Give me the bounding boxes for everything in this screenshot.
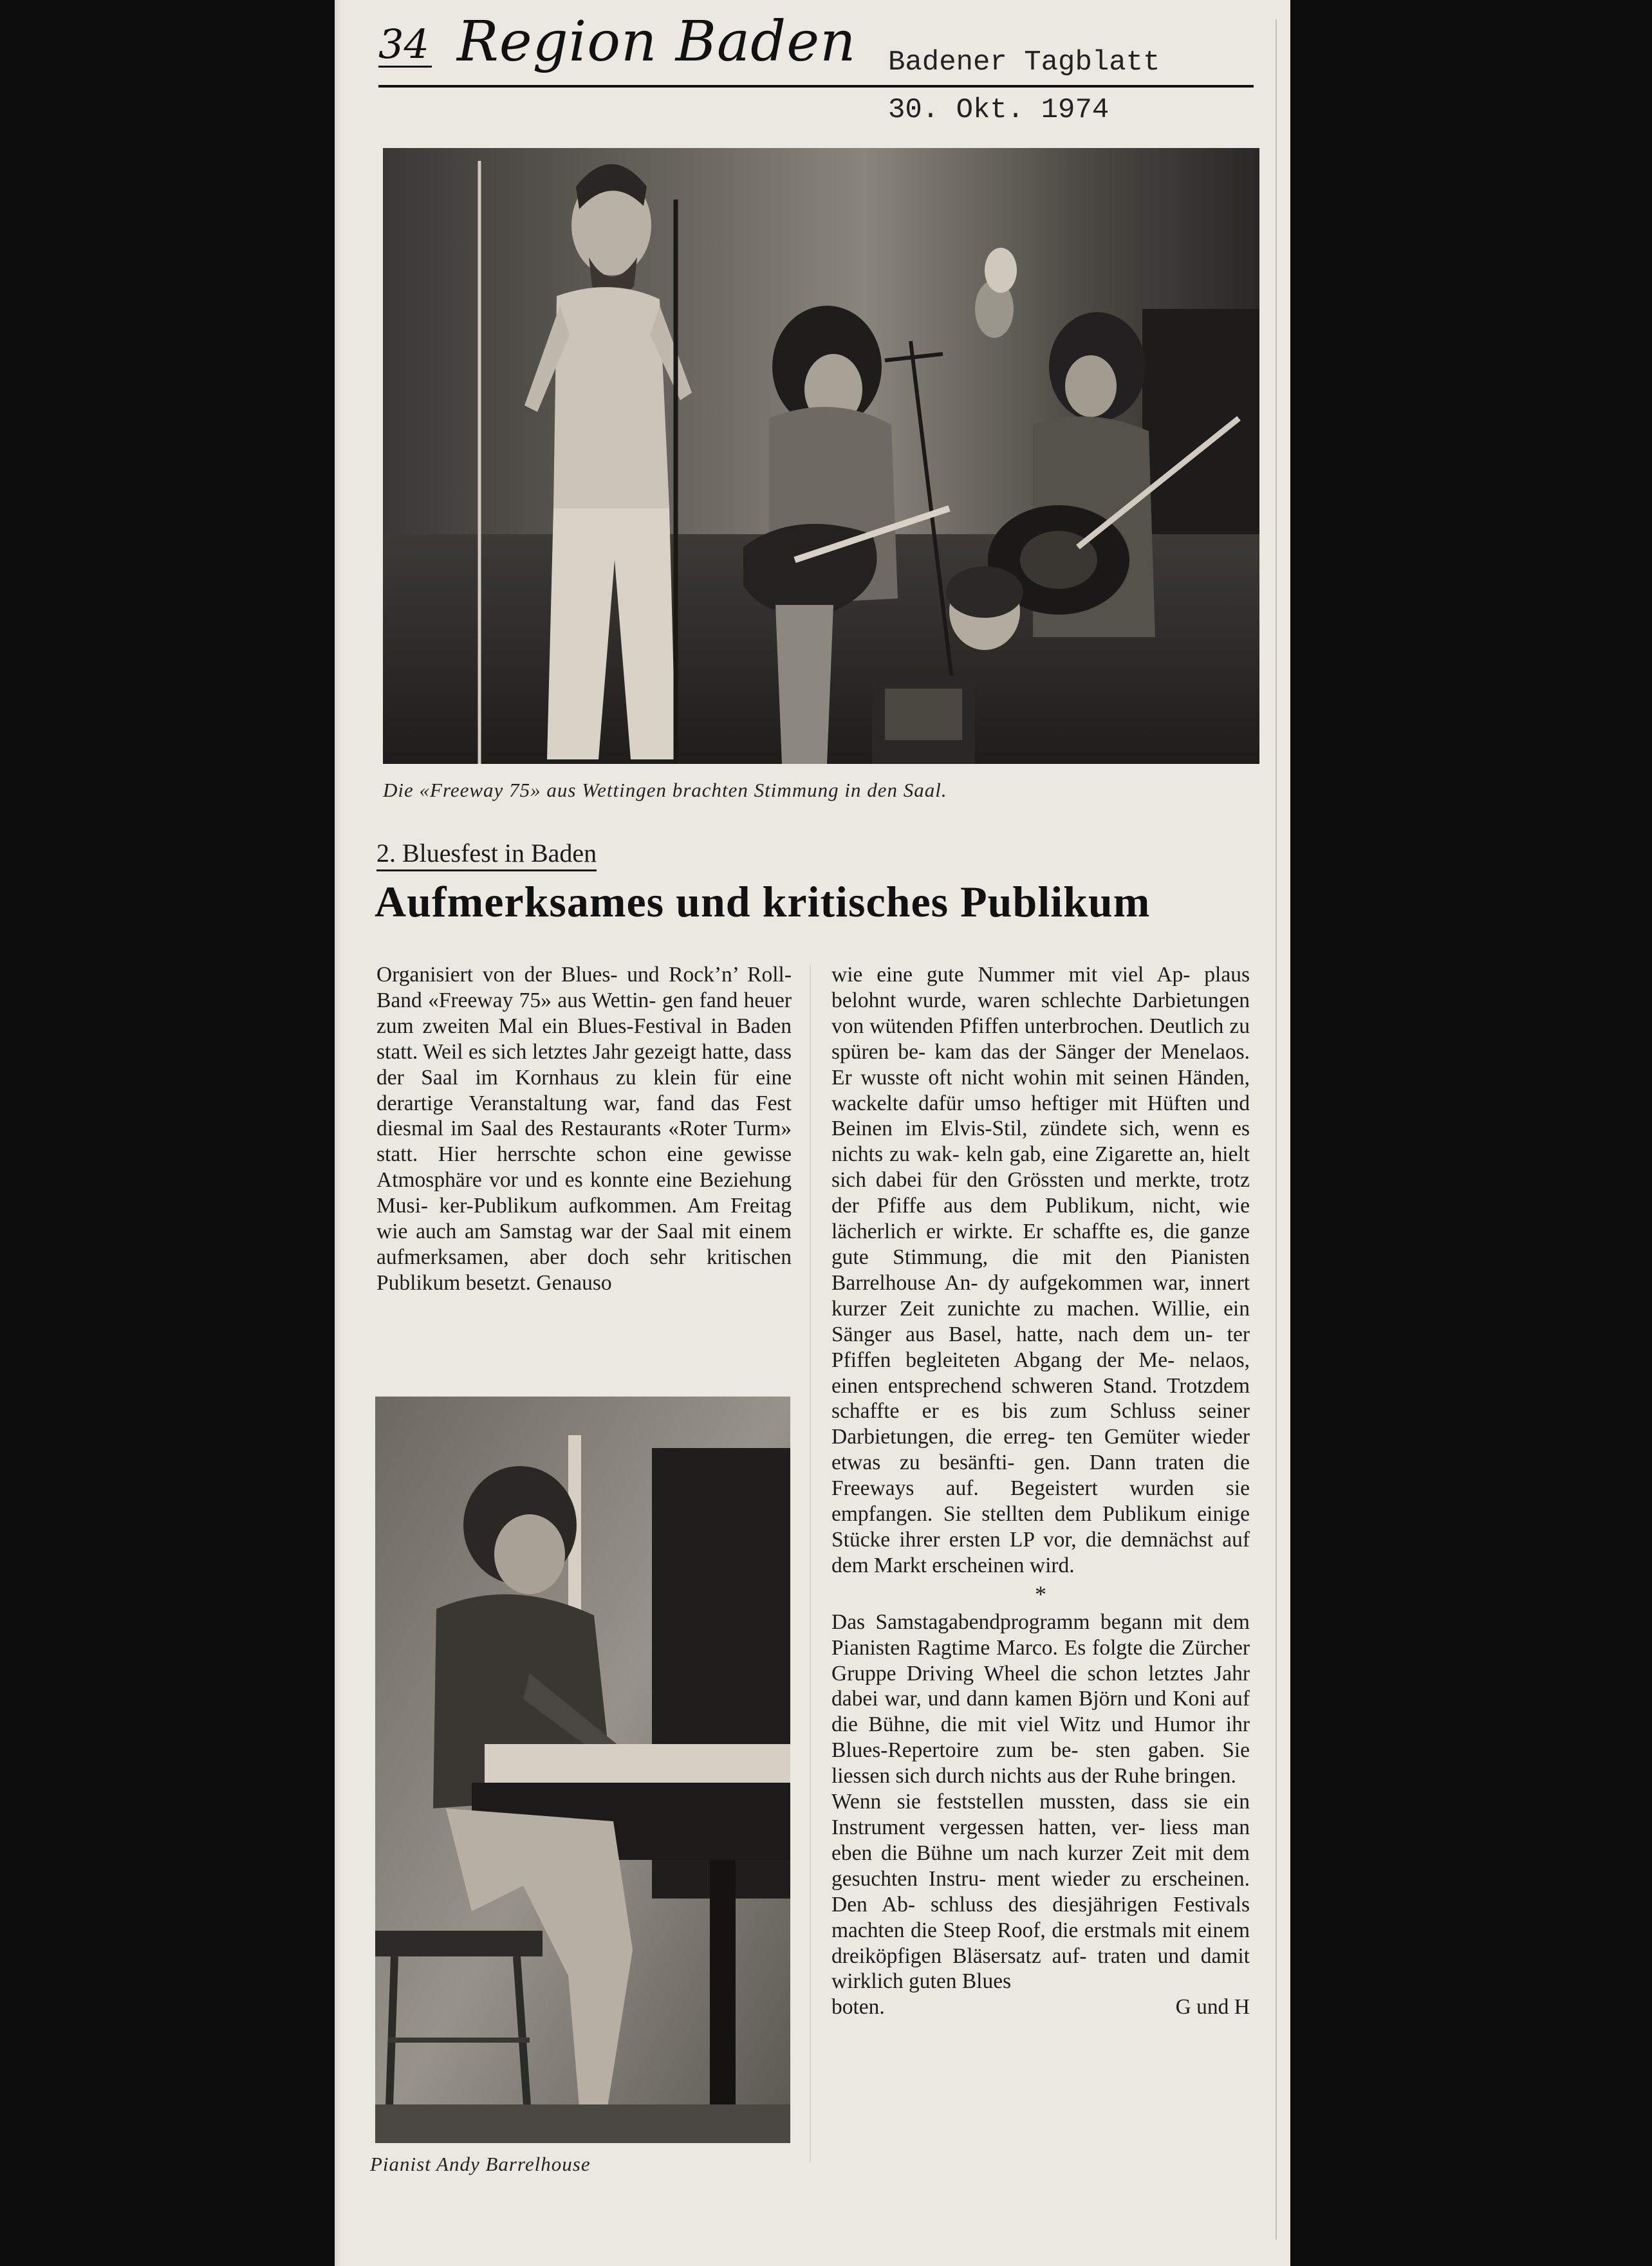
text-line: ein Instrument vergessen hatten, ver-: [831, 1790, 1250, 1839]
text-line: ment wieder zu erscheinen. Den Ab-: [831, 1866, 1250, 1917]
scan-background-right: [1290, 0, 1652, 2266]
text-line: die mit den Pianisten Barrelhouse An-: [831, 1245, 1250, 1295]
text-line: gen. Dann traten die Freeways auf.: [831, 1451, 1250, 1501]
text-line: Stand. Trotzdem schaffte er es bis zum: [831, 1373, 1250, 1424]
right-column-paragraph-1: [831, 962, 1250, 1579]
article-body-left-column: [376, 962, 792, 1296]
text-line: war, und dann kamen Björn und Koni: [884, 1687, 1216, 1711]
closing-text: boten.: [831, 1995, 885, 2020]
text-line: trotz der Pfiffe aus dem Publikum,: [831, 1168, 1250, 1218]
section-separator: *: [1035, 1581, 1046, 1607]
text-line: Schluss seiner Darbietungen, die erreg-: [831, 1399, 1250, 1449]
text-line: dy aufgekommen war, innert kurzer: [831, 1270, 1250, 1321]
publication-date: 30. Okt. 1974: [888, 94, 1109, 126]
text-line: Fest diesmal im Saal des Restaurants: [376, 1091, 792, 1141]
text-line: wusste oft nicht wohin mit seinen: [860, 1065, 1169, 1090]
text-line: Blues-Festival in Baden statt. Weil es: [376, 1014, 792, 1064]
page-number: 34: [378, 24, 432, 68]
article-body-right-column: [831, 962, 1250, 2020]
clipping-right-edge: [1276, 19, 1277, 2240]
text-line: Roll-Band «Freeway 75» aus Wettin-: [376, 963, 792, 1012]
text-line: einem aufmerksamen, aber doch sehr: [376, 1220, 792, 1269]
text-line: wie auch am Samstag war der Saal mit: [376, 1220, 731, 1244]
text-line: schaffte es, die ganze gute Stimmung,: [831, 1220, 1250, 1269]
article-headline: Aufmerksames und kritisches Publikum: [375, 877, 1151, 926]
text-line: kurzer Zeit mit dem gesuchten Instru-: [831, 1841, 1250, 1891]
text-line: wie eine gute Nummer mit viel Ap-: [831, 963, 1191, 987]
column-divider: [810, 965, 811, 2162]
text-line: zündete sich, wenn es nichts zu wak-: [831, 1117, 1250, 1167]
text-line: sten gaben. Sie liessen sich durch: [831, 1738, 1250, 1788]
text-line: stellten dem Publikum einige Stücke: [831, 1502, 1250, 1552]
right-column-paragraph-3: [831, 1789, 1250, 1994]
text-line: Sänger aus Basel, hatte, nach dem un-: [831, 1322, 1213, 1346]
text-line: kam das der Sänger der Menelaos. Er: [831, 1039, 1250, 1090]
text-line: mit dem Pianisten Ragtime Marco. Es: [831, 1610, 1250, 1660]
newspaper-name: Badener Tagblatt: [888, 46, 1160, 79]
pianist-photo-illustration: [375, 1397, 790, 2143]
text-line: nichts aus der Ruhe bringen.: [990, 1764, 1236, 1788]
author-initials: G und H: [1175, 1995, 1250, 2020]
text-line: derartige Veranstaltung war, fand das: [376, 1091, 740, 1115]
text-line: Händen, wackelte dafür umso heftiger: [831, 1065, 1250, 1115]
text-line: traten und damit wirklich guten Blues: [831, 1944, 1250, 1994]
text-line: unterbrochen. Deutlich zu spüren be-: [831, 1014, 1250, 1064]
text-line: schon eine gewisse Atmosphäre vor: [376, 1142, 792, 1193]
text-line: Darbietungen von wütenden Pfiffen: [831, 988, 1250, 1038]
text-line: nicht, wie lächerlich er wirkte. Er: [831, 1194, 1250, 1244]
text-line: schluss des diesjährigen Festivals: [930, 1892, 1250, 1917]
newspaper-clipping: [335, 0, 1290, 2266]
text-line: kritischen Publikum besetzt. Genauso: [376, 1245, 792, 1295]
text-line: mit Hüften und Beinen im Elvis-Stil,: [831, 1091, 1250, 1141]
pianist-photo-caption: Pianist Andy Barrelhouse: [370, 2153, 591, 2175]
text-line: dem Markt erscheinen wird.: [831, 1553, 1075, 1577]
text-line: Organisiert von der Blues- und Rock’n’: [376, 963, 738, 987]
text-line: nelaos, einen entsprechend schweren: [831, 1348, 1250, 1398]
text-line: «Roter Turm» statt. Hier herrschte: [376, 1117, 792, 1167]
text-line: ter Pfiffen begleiteten Abgang der Me-: [831, 1322, 1250, 1372]
text-line: ker-Publikum aufkommen. Am Freitag: [439, 1194, 792, 1218]
text-line: plaus belohnt wurde, waren schlechte: [831, 963, 1250, 1012]
scan-background-left: [0, 0, 335, 2266]
text-line: und es konnte eine Beziehung Musi-: [376, 1168, 792, 1218]
band-photo: [383, 148, 1259, 764]
text-line: mit einem dreiköpfigen Bläsersatz auf-: [831, 1918, 1250, 1968]
text-line: ihrer ersten LP vor, die demnächst auf: [899, 1527, 1250, 1552]
text-line: Wheel die schon letztes Jahr dabei: [831, 1661, 1250, 1711]
text-line: machten die Steep Roof, die erstmals: [831, 1918, 1156, 1942]
text-line: folgte die Zürcher Gruppe Driving: [831, 1635, 1250, 1686]
text-line: gen fand heuer zum zweiten Mal ein: [376, 988, 792, 1038]
text-line: liess man eben die Bühne um nach: [831, 1816, 1250, 1865]
text-line: sich letztes Jahr gezeigt hatte, dass der: [376, 1039, 792, 1090]
band-photo-caption: Die «Freeway 75» aus Wettingen brachten Stimmung in den Saal.: [383, 779, 947, 801]
article-signoff: [831, 1994, 1250, 2020]
text-line: keln gab, eine Zigarette an, hielt sich: [831, 1142, 1250, 1193]
section-title: Region Baden: [457, 10, 857, 74]
text-line: auf die Bühne, die mit viel Witz und: [831, 1687, 1250, 1737]
text-line: ten Gemüter wieder etwas zu besänfti-: [831, 1425, 1250, 1475]
left-column-paragraph: [376, 962, 792, 1296]
band-photo-illustration: [383, 148, 1259, 764]
text-line: Saal im Kornhaus zu klein für eine: [421, 1065, 792, 1090]
text-line: Wenn sie feststellen mussten, dass sie: [831, 1790, 1208, 1814]
text-line: Das Samstagabendprogramm begann: [831, 1610, 1163, 1634]
clipping-edge-shadow: [335, 0, 341, 2266]
right-column-paragraph-2: [831, 1610, 1250, 1789]
pianist-photo: [375, 1397, 790, 2143]
text-line: Humor ihr Blues-Repertoire zum be-: [831, 1713, 1250, 1763]
masthead-rule: [378, 85, 1254, 88]
text-line: Zeit zunichte zu machen. Willie, ein: [899, 1296, 1250, 1321]
text-line: dabei für den Grössten und merkte,: [875, 1168, 1201, 1193]
article-kicker: 2. Bluesfest in Baden: [376, 838, 597, 871]
text-line: Begeistert wurden sie empfangen. Sie: [831, 1476, 1250, 1527]
